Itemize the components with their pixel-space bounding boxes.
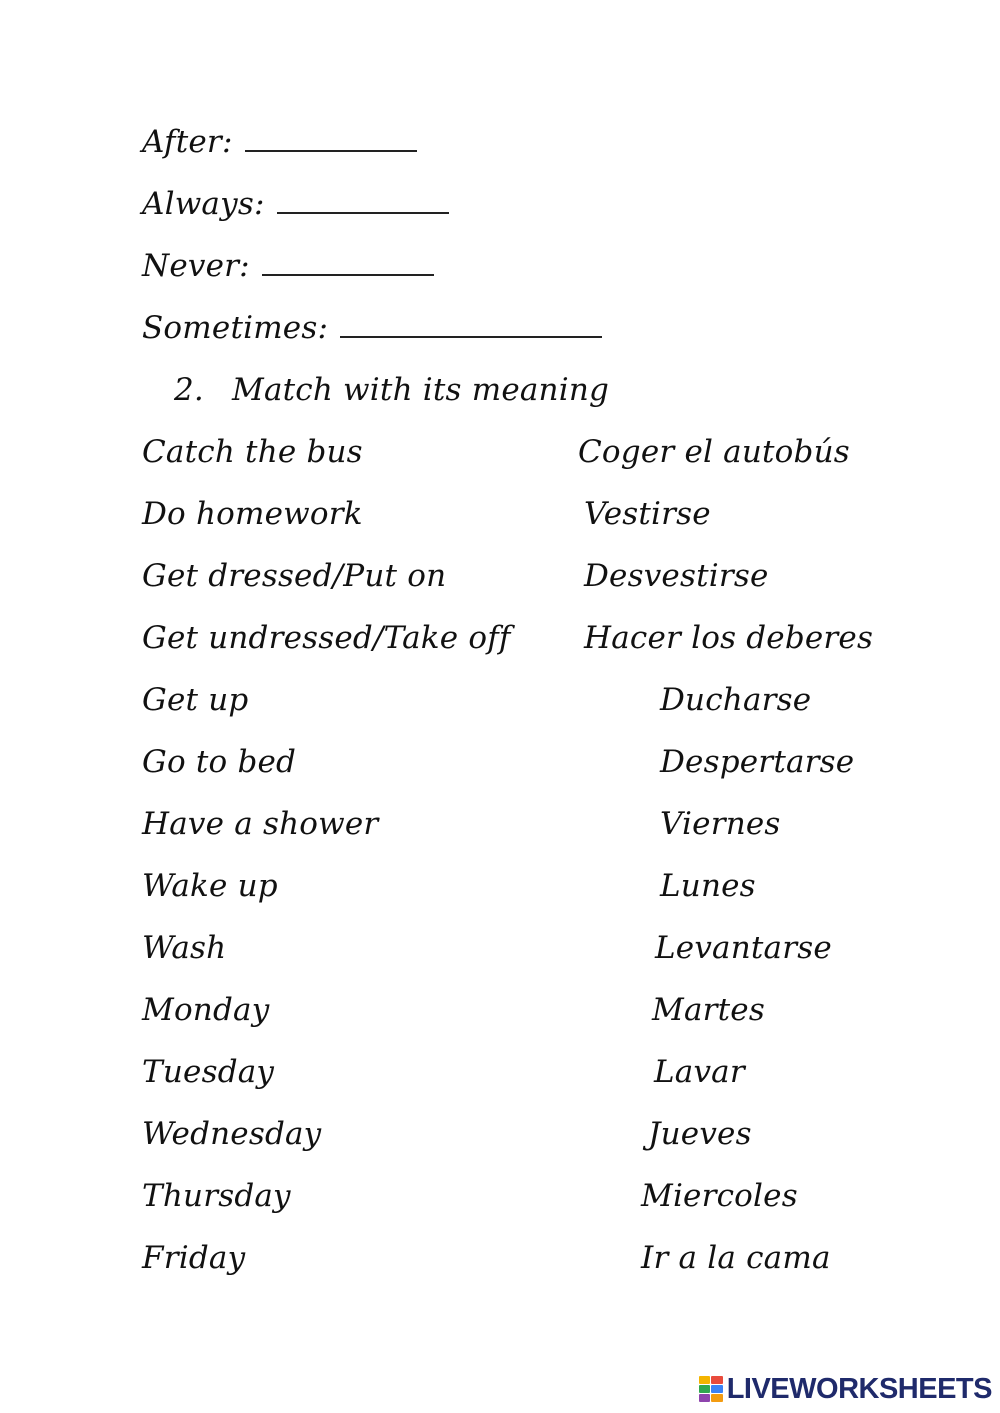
exercise-heading: [174, 370, 609, 410]
english-term[interactable]: Monday: [142, 992, 270, 1028]
answer-blank[interactable]: [340, 310, 602, 338]
spanish-term[interactable]: Ducharse: [660, 682, 812, 718]
english-term[interactable]: Tuesday: [142, 1054, 275, 1090]
brand-name: LIVEWORKSHEETS: [726, 1372, 992, 1405]
english-term[interactable]: Wednesday: [142, 1116, 322, 1152]
spanish-term[interactable]: Vestirse: [584, 496, 711, 532]
english-term[interactable]: Friday: [142, 1240, 246, 1276]
spanish-term[interactable]: Hacer los deberes: [584, 620, 874, 656]
spanish-term[interactable]: Desvestirse: [584, 558, 769, 594]
english-term[interactable]: Go to bed: [142, 744, 297, 780]
english-term[interactable]: Get dressed/Put on: [142, 558, 447, 594]
fill-in-label: Always:: [142, 186, 265, 222]
english-term[interactable]: Get up: [142, 682, 249, 718]
fill-in-after: [142, 122, 417, 162]
answer-blank[interactable]: [245, 124, 417, 152]
spanish-term[interactable]: Levantarse: [655, 930, 832, 966]
spanish-term[interactable]: Ir a la cama: [641, 1240, 831, 1276]
english-term[interactable]: Catch the bus: [142, 434, 363, 470]
english-term[interactable]: Get undressed/Take off: [142, 620, 511, 656]
english-term[interactable]: Wake up: [142, 868, 278, 904]
fill-in-label: Never:: [142, 248, 250, 284]
spanish-term[interactable]: Jueves: [648, 1116, 752, 1152]
spanish-term[interactable]: Despertarse: [660, 744, 855, 780]
spanish-term[interactable]: Lunes: [660, 868, 756, 904]
fill-in-label: After:: [142, 124, 233, 160]
logo-badge-icon: [699, 1376, 723, 1402]
spanish-term[interactable]: Coger el autobús: [578, 434, 850, 470]
fill-in-label: Sometimes:: [142, 310, 329, 346]
spanish-term[interactable]: Martes: [652, 992, 765, 1028]
answer-blank[interactable]: [277, 186, 449, 214]
exercise-number: 2.: [174, 372, 204, 408]
spanish-term[interactable]: Lavar: [654, 1054, 745, 1090]
spanish-term[interactable]: Miercoles: [641, 1178, 798, 1214]
spanish-term[interactable]: Viernes: [660, 806, 781, 842]
liveworksheets-logo[interactable]: [699, 1371, 992, 1407]
answer-blank[interactable]: [262, 248, 434, 276]
english-term[interactable]: Do homework: [142, 496, 363, 532]
fill-in-always: [142, 184, 449, 224]
fill-in-never: [142, 246, 434, 286]
english-term[interactable]: Have a shower: [142, 806, 379, 842]
exercise-title: Match with its meaning: [232, 372, 610, 408]
english-term[interactable]: Thursday: [142, 1178, 291, 1214]
english-term[interactable]: Wash: [142, 930, 227, 966]
fill-in-sometimes: [142, 308, 602, 348]
